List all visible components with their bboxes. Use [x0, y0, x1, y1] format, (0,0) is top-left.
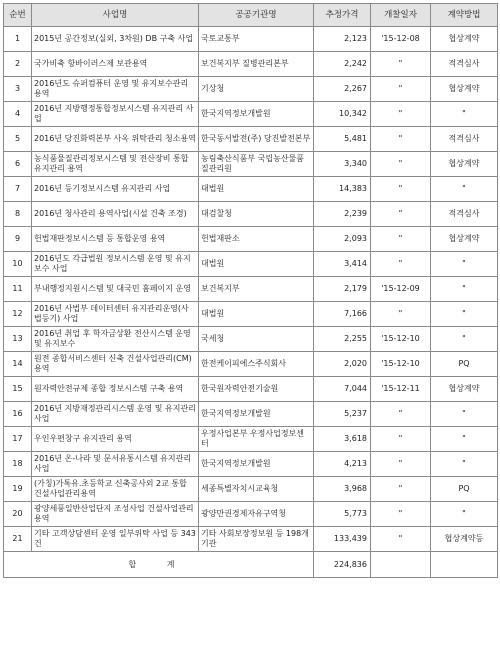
cell-date: "	[371, 452, 431, 477]
cell-no: 20	[4, 502, 32, 527]
cell-project: 원자력안전규제 종합 정보시스템 구축 용역	[32, 377, 199, 402]
table-row	[4, 127, 498, 152]
cell-agency: 대검찰청	[199, 202, 314, 227]
cell-date: '15-12-10	[371, 352, 431, 377]
cell-price: 2,093	[314, 227, 371, 252]
cell-no: 18	[4, 452, 32, 477]
contract-table-container	[3, 3, 498, 578]
cell-agency: 한전케이피에스주식회사	[199, 352, 314, 377]
cell-project: 2016년 청사관리 용역사업(시설 건축 조경)	[32, 202, 199, 227]
cell-method: 협상계약	[431, 377, 498, 402]
cell-agency: 대법원	[199, 252, 314, 277]
cell-date: "	[371, 302, 431, 327]
cell-agency: 보건복지부	[199, 277, 314, 302]
cell-date: '15-12-09	[371, 277, 431, 302]
cell-price: 10,342	[314, 102, 371, 127]
cell-project: 2016년 지방행정통합정보시스템 유지관리 사업	[32, 102, 199, 127]
total-row	[4, 552, 498, 578]
cell-date: "	[371, 102, 431, 127]
cell-no: 8	[4, 202, 32, 227]
table-row	[4, 177, 498, 202]
table-row	[4, 502, 498, 527]
cell-no: 12	[4, 302, 32, 327]
cell-price: 2,267	[314, 77, 371, 102]
table-row	[4, 77, 498, 102]
cell-date: "	[371, 502, 431, 527]
cell-method: 협상계약	[431, 152, 498, 177]
cell-no: 15	[4, 377, 32, 402]
cell-project: 2016년도 슈퍼컴퓨터 운영 및 유지보수관리 용역	[32, 77, 199, 102]
cell-project: 2016년 온-나라 및 문서유통시스템 유지관리 사업	[32, 452, 199, 477]
cell-price: 7,166	[314, 302, 371, 327]
cell-agency: 농림축산식품부 국립농산물품질관리원	[199, 152, 314, 177]
cell-agency: 국토교통부	[199, 27, 314, 52]
cell-date: "	[371, 402, 431, 427]
cell-price: 2,123	[314, 27, 371, 52]
cell-no: 21	[4, 527, 32, 552]
cell-method: "	[431, 502, 498, 527]
cell-price: 2,242	[314, 52, 371, 77]
cell-method: "	[431, 402, 498, 427]
cell-no: 2	[4, 52, 32, 77]
table-row	[4, 402, 498, 427]
cell-price: 14,383	[314, 177, 371, 202]
cell-date: "	[371, 152, 431, 177]
cell-price: 4,213	[314, 452, 371, 477]
table-row	[4, 202, 498, 227]
cell-project: 2015년 공간정보(실외, 3차원) DB 구축 사업	[32, 27, 199, 52]
cell-agency: 한국지역정보개발원	[199, 402, 314, 427]
header-no: 순번	[4, 4, 32, 27]
cell-agency: 세종특별자치시교육청	[199, 477, 314, 502]
cell-method: 적격심사	[431, 52, 498, 77]
cell-method: 협상계약등	[431, 527, 498, 552]
cell-method: 협상계약	[431, 77, 498, 102]
cell-no: 3	[4, 77, 32, 102]
cell-date: "	[371, 77, 431, 102]
cell-agency: 한국동서발전(주) 당진발전본부	[199, 127, 314, 152]
table-row	[4, 27, 498, 52]
cell-method: "	[431, 452, 498, 477]
cell-agency: 한국지역정보개발원	[199, 102, 314, 127]
total-date-empty	[371, 552, 431, 578]
cell-project: 2016년도 각급법원 정보시스템 운영 및 유지보수 사업	[32, 252, 199, 277]
cell-agency: 헌법재판소	[199, 227, 314, 252]
header-date: 개찰일자	[371, 4, 431, 27]
cell-method: "	[431, 102, 498, 127]
cell-price: 2,255	[314, 327, 371, 352]
table-row	[4, 102, 498, 127]
cell-agency: 한국지역정보개발원	[199, 452, 314, 477]
cell-method: "	[431, 252, 498, 277]
cell-project: 2016년 사법부 데이터센터 유지관리운영(사법등기) 사업	[32, 302, 199, 327]
cell-date: "	[371, 177, 431, 202]
cell-no: 14	[4, 352, 32, 377]
cell-method: "	[431, 302, 498, 327]
cell-project: 2016년 당진화력본부 사옥 위탁관리 청소용역	[32, 127, 199, 152]
table-row	[4, 427, 498, 452]
cell-agency: 국세청	[199, 327, 314, 352]
cell-project: 2016년 지방재정관리시스템 운영 및 유지관리 사업	[32, 402, 199, 427]
cell-method: 협상계약	[431, 27, 498, 52]
table-row	[4, 452, 498, 477]
cell-method: 적격심사	[431, 127, 498, 152]
cell-price: 3,968	[314, 477, 371, 502]
cell-project: 헌법재판정보시스템 등 통합운영 용역	[32, 227, 199, 252]
cell-date: "	[371, 202, 431, 227]
cell-date: "	[371, 477, 431, 502]
cell-price: 5,237	[314, 402, 371, 427]
contract-table	[3, 3, 498, 578]
table-row	[4, 477, 498, 502]
table-row	[4, 327, 498, 352]
cell-price: 133,439	[314, 527, 371, 552]
table-row	[4, 352, 498, 377]
header-method: 계약방법	[431, 4, 498, 27]
cell-project: 원전 종합서비스센터 신축 건설사업관리(CM) 용역	[32, 352, 199, 377]
cell-no: 13	[4, 327, 32, 352]
cell-agency: 보건복지부 질병관리본부	[199, 52, 314, 77]
cell-project: 광양세풍일반산업단지 조성사업 건설사업관리 용역	[32, 502, 199, 527]
cell-no: 10	[4, 252, 32, 277]
cell-method: "	[431, 327, 498, 352]
cell-method: 적격심사	[431, 202, 498, 227]
cell-project: 국가비축 항바이러스제 보관용역	[32, 52, 199, 77]
header-price: 추정가격	[314, 4, 371, 27]
cell-price: 3,340	[314, 152, 371, 177]
cell-no: 19	[4, 477, 32, 502]
cell-date: '15-12-08	[371, 27, 431, 52]
cell-date: "	[371, 527, 431, 552]
cell-no: 4	[4, 102, 32, 127]
cell-date: "	[371, 227, 431, 252]
cell-no: 17	[4, 427, 32, 452]
cell-no: 16	[4, 402, 32, 427]
cell-price: 2,179	[314, 277, 371, 302]
cell-date: "	[371, 252, 431, 277]
cell-project: (가칭)가톡유.초등학교 신축공사외 2교 통합 건설사업관리용역	[32, 477, 199, 502]
cell-project: 부내행정지원시스템 및 대국민 홈페이지 운영	[32, 277, 199, 302]
table-row	[4, 52, 498, 77]
cell-method: "	[431, 427, 498, 452]
cell-project: 기타 고객상담센터 운영 일부위탁 사업 등 343건	[32, 527, 199, 552]
table-row	[4, 302, 498, 327]
cell-project: 2016년 취업 후 학자금상환 전산시스템 운영 및 유지보수	[32, 327, 199, 352]
table-row	[4, 252, 498, 277]
cell-method: PQ	[431, 352, 498, 377]
header-row	[4, 4, 498, 27]
header-project: 사업명	[32, 4, 199, 27]
table-row	[4, 377, 498, 402]
cell-project: 2016년 등기정보시스템 유지관리 사업	[32, 177, 199, 202]
cell-agency: 대법원	[199, 177, 314, 202]
cell-project: 우인우편창구 유지관리 용역	[32, 427, 199, 452]
cell-agency: 기타 사회보장정보원 등 198개기관	[199, 527, 314, 552]
total-price: 224,836	[314, 552, 371, 578]
cell-price: 5,481	[314, 127, 371, 152]
cell-price: 5,773	[314, 502, 371, 527]
cell-date: "	[371, 52, 431, 77]
cell-price: 2,239	[314, 202, 371, 227]
total-label: 합 계	[4, 552, 314, 578]
cell-date: "	[371, 427, 431, 452]
cell-method: "	[431, 277, 498, 302]
cell-no: 11	[4, 277, 32, 302]
table-row	[4, 227, 498, 252]
cell-no: 7	[4, 177, 32, 202]
cell-agency: 광양만권경제자유구역청	[199, 502, 314, 527]
cell-no: 1	[4, 27, 32, 52]
cell-agency: 우정사업본부 우정사업정보센터	[199, 427, 314, 452]
cell-no: 5	[4, 127, 32, 152]
cell-project: 농식품물질관리정보시스템 및 전산장비 통합 유지관리 용역	[32, 152, 199, 177]
cell-price: 3,618	[314, 427, 371, 452]
cell-date: '15-12-10	[371, 327, 431, 352]
cell-agency: 대법원	[199, 302, 314, 327]
cell-agency: 기상청	[199, 77, 314, 102]
cell-method: "	[431, 177, 498, 202]
cell-agency: 한국원자력안전기술원	[199, 377, 314, 402]
table-row	[4, 277, 498, 302]
cell-method: PQ	[431, 477, 498, 502]
cell-price: 7,044	[314, 377, 371, 402]
table-row	[4, 152, 498, 177]
cell-date: '15-12-11	[371, 377, 431, 402]
cell-no: 6	[4, 152, 32, 177]
cell-date: "	[371, 127, 431, 152]
cell-method: 협상계약	[431, 227, 498, 252]
cell-price: 2,020	[314, 352, 371, 377]
total-method-empty	[431, 552, 498, 578]
cell-no: 9	[4, 227, 32, 252]
header-agency: 공공기관명	[199, 4, 314, 27]
cell-price: 3,414	[314, 252, 371, 277]
table-row	[4, 527, 498, 552]
